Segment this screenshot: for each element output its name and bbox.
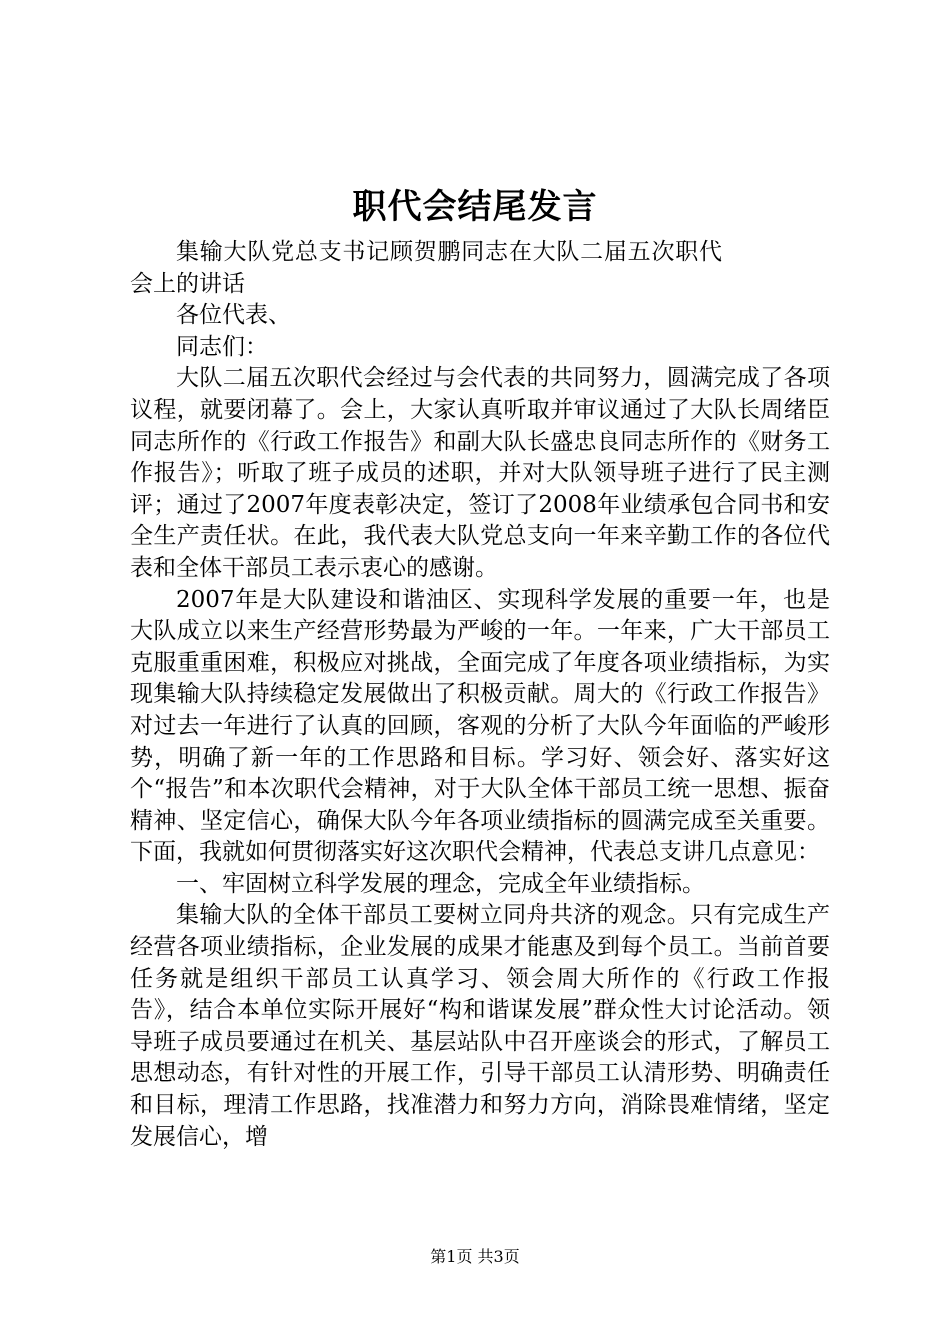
- body-paragraph-1: 大队二届五次职代会经过与会代表的共同努力，圆满完成了各项议程，就要闭幕了。会上，大家认真听取并审议通过了大队长周绪臣同志所作的《行政工作报告》和副大队长盛忠良同志所作的《财务工作报告》；听取了班子成员的述职，并对大队领导班子进行了民主测评；通过了2007年度表彰决定，签订了2008年业绩承包合同书和安全生产责任状。在此，我代表大队党总支向一年来辛勤工作的各位代表和全体干部员工表示衷心的感谢。: [130, 365, 830, 581]
- document-body: [130, 237, 830, 1153]
- document-subtitle: 集输大队党总支书记顾贺鹏同志在大队二届五次职代会上的讲话: [130, 239, 722, 297]
- page-number-footer: 第1页 共3页: [430, 1247, 520, 1266]
- section-heading-1: 一、牢固树立科学发展的理念，完成全年业绩指标。: [176, 870, 705, 897]
- body-paragraph-3: 集输大队的全体干部员工要树立同舟共济的观念。只有完成生产经营各项业绩指标，企业发展的成果才能惠及到每个员工。当前首要任务就是组织干部员工认真学习、领会周大所作的《行政工作报告》，结合本单位实际开展好“构和谐谋发展”群众性大讨论活动。领导班子成员要通过在机关、基层站队中召开座谈会的形式，了解员工思想动态，有针对性的开展工作，引导干部员工认清形势、明确责任和目标，理清工作思路，找准潜力和努力方向，消除畏难情绪，坚定发展信心，增: [130, 902, 830, 1150]
- body-paragraph-2: 2007年是大队建设和谐油区、实现科学发展的重要一年，也是大队成立以来生产经营形势最为严峻的一年。一年来，广大干部员工克服重重困难，积极应对挑战，全面完成了年度各项业绩指标，为实现集输大队持续稳定发展做出了积极贡献。周大的《行政工作报告》对过去一年进行了认真的回顾，客观的分析了大队今年面临的严峻形势，明确了新一年的工作思路和目标。学习好、领会好、落实好这个“报告”和本次职代会精神，对于大队全体干部员工统一思想、振奋精神、坚定信心，确保大队今年各项业绩指标的圆满完成至关重要。下面，我就如何贯彻落实好这次职代会精神，代表总支讲几点意见：: [130, 586, 830, 866]
- salutation-line-2: 同志们：: [176, 333, 268, 360]
- document-title: 职代会结尾发言: [352, 187, 598, 227]
- salutation-line-1: 各位代表、: [176, 302, 291, 329]
